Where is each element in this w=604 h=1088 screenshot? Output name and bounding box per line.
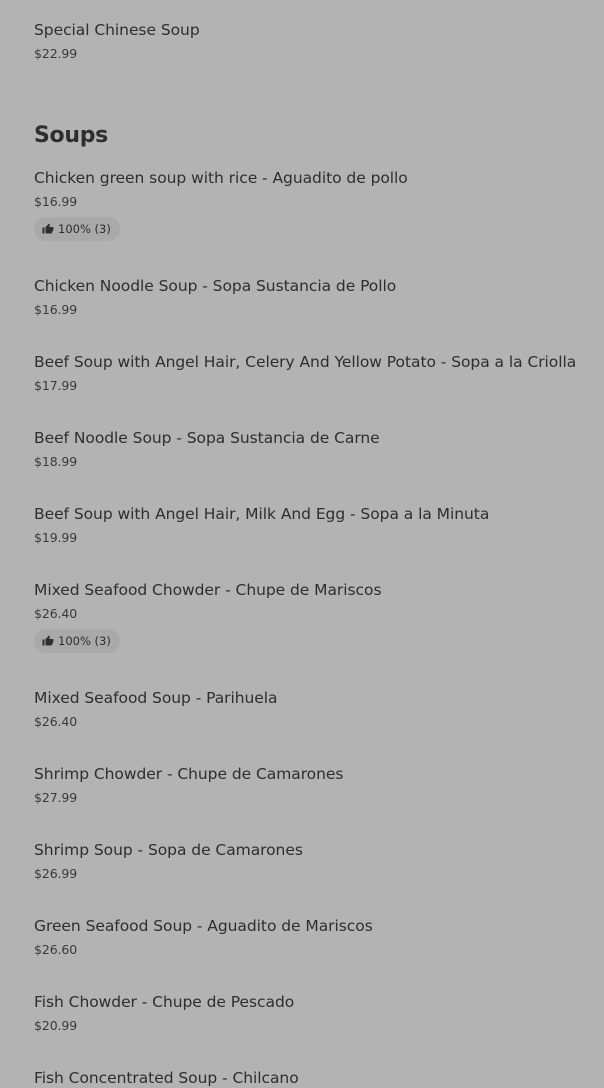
- item-name: Shrimp Chowder - Chupe de Camarones: [34, 765, 344, 783]
- section-title-soups: Soups: [34, 123, 108, 148]
- item-price: $20.99: [34, 1018, 78, 1033]
- item-price: $16.99: [34, 194, 78, 209]
- menu-item-chilcano[interactable]: [34, 1068, 584, 1088]
- item-price: $26.40: [34, 714, 78, 729]
- item-price: $26.60: [34, 942, 78, 957]
- item-name: Special Chinese Soup: [34, 21, 200, 39]
- menu-item-sopa-sustancia-de-pollo[interactable]: [34, 276, 584, 319]
- menu-item-sopa-a-la-criolla[interactable]: [34, 352, 584, 395]
- item-price: $18.99: [34, 454, 78, 469]
- menu-item-chupe-de-mariscos[interactable]: [34, 580, 584, 653]
- item-price: $17.99: [34, 378, 78, 393]
- item-price: $26.40: [34, 606, 78, 621]
- item-name: Beef Soup with Angel Hair, Milk And Egg - Sopa a la Minuta: [34, 505, 490, 523]
- menu-item-special-chinese-soup[interactable]: [34, 20, 584, 63]
- item-name: Fish Concentrated Soup - Chilcano: [34, 1069, 299, 1087]
- item-price: $27.99: [34, 790, 78, 805]
- rating-badge: [34, 629, 120, 653]
- menu-item-parihuela[interactable]: [34, 688, 584, 731]
- rating-text: 100% (3): [58, 634, 111, 648]
- item-name: Beef Noodle Soup - Sopa Sustancia de Carne: [34, 429, 380, 447]
- menu-item-chupe-de-pescado[interactable]: [34, 992, 584, 1035]
- item-name: Mixed Seafood Chowder - Chupe de Mariscos: [34, 581, 382, 599]
- rating-text: 100% (3): [58, 222, 111, 236]
- menu-item-sopa-sustancia-de-carne[interactable]: [34, 428, 584, 471]
- item-name: Chicken Noodle Soup - Sopa Sustancia de Pollo: [34, 277, 397, 295]
- menu-item-aguadito-de-mariscos[interactable]: [34, 916, 584, 959]
- item-price: $19.99: [34, 530, 78, 545]
- menu-item-chupe-de-camarones[interactable]: [34, 764, 584, 807]
- rating-badge: [34, 217, 120, 241]
- menu-item-sopa-a-la-minuta[interactable]: [34, 504, 584, 547]
- item-name: Green Seafood Soup - Aguadito de Mariscos: [34, 917, 373, 935]
- item-name: Beef Soup with Angel Hair, Celery And Yellow Potato - Sopa a la Criolla: [34, 353, 577, 371]
- item-price: $16.99: [34, 302, 78, 317]
- item-price: $26.99: [34, 866, 78, 881]
- thumbs-up-icon: [42, 635, 54, 647]
- menu-item-sopa-de-camarones[interactable]: [34, 840, 584, 883]
- item-name: Chicken green soup with rice - Aguadito de pollo: [34, 169, 408, 187]
- item-name: Shrimp Soup - Sopa de Camarones: [34, 841, 303, 859]
- menu-item-aguadito-de-pollo[interactable]: [34, 168, 584, 241]
- thumbs-up-icon: [42, 223, 54, 235]
- item-price: $22.99: [34, 46, 78, 61]
- item-name: Fish Chowder - Chupe de Pescado: [34, 993, 295, 1011]
- item-name: Mixed Seafood Soup - Parihuela: [34, 689, 278, 707]
